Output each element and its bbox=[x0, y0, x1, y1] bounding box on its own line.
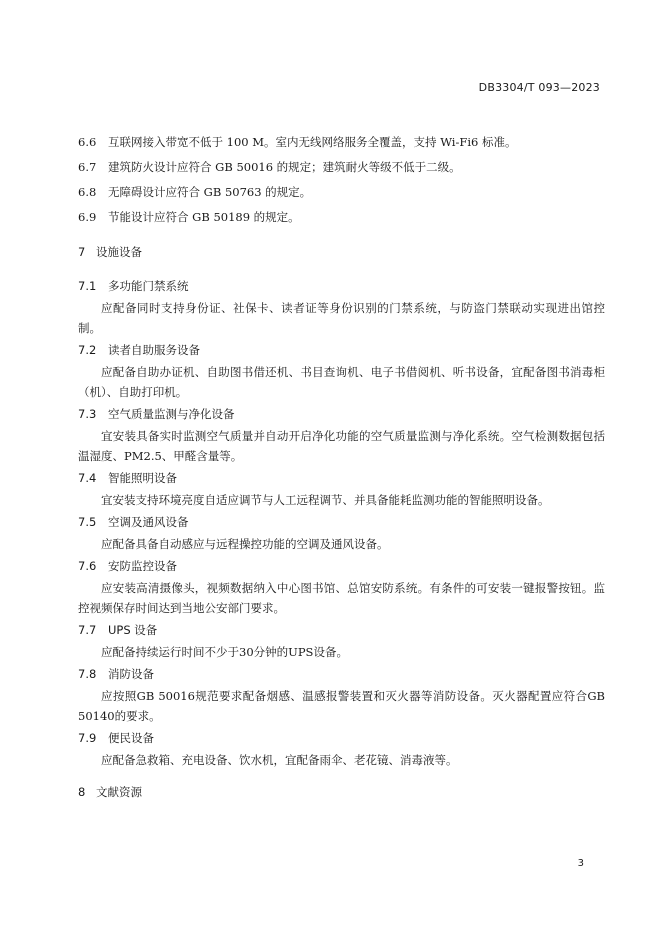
section-heading-7 bbox=[78, 244, 605, 260]
subsection-text-7-5: 应配备具备自动感应与远程操控功能的空调及通风设备。 bbox=[101, 537, 389, 551]
section-number: 7 bbox=[78, 245, 86, 259]
subsection-text-7-8: 应按照GB 50016规范要求配备烟感、温感报警装置和灭火器等消防设备。灭火器配置应符合GB 50140的要求。 bbox=[78, 689, 605, 723]
clause-number: 6.8 bbox=[78, 185, 97, 199]
subsection-text-7-1: 应配备同时支持身份证、社保卡、读者证等身份识别的门禁系统，与防盗门禁联动实现进出馆控制。 bbox=[78, 301, 605, 335]
subsection-heading-7-8 bbox=[78, 666, 605, 682]
clause-6-6 bbox=[78, 134, 605, 150]
subsection-number: 7.2 bbox=[78, 343, 97, 357]
subsection-text-7-6: 应安装高清摄像头，视频数据纳入中心图书馆、总馆安防系统。有条件的可安装一键报警按钮。监控视频保存时间达到当地公安部门要求。 bbox=[78, 581, 605, 615]
subsection-number: 7.8 bbox=[78, 667, 97, 681]
subsection-title: 空调及通风设备 bbox=[108, 515, 189, 529]
clause-text: 建筑防火设计应符合 GB 50016 的规定；建筑耐火等级不低于二级。 bbox=[108, 160, 461, 174]
subsection-heading-7-3 bbox=[78, 406, 605, 422]
subsection-heading-7-5 bbox=[78, 514, 605, 530]
subsection-text-7-7: 应配备持续运行时间不少于30分钟的UPS设备。 bbox=[101, 645, 348, 659]
subsection-number: 7.5 bbox=[78, 515, 97, 529]
document-code: DB3304/T 093—2023 bbox=[478, 81, 600, 94]
subsection-heading-7-9 bbox=[78, 730, 605, 746]
subsection-number: 7.9 bbox=[78, 731, 97, 745]
subsection-heading-7-6 bbox=[78, 558, 605, 574]
subsection-text-7-2: 应配备自助办证机、自助图书借还机、书目查询机、电子书借阅机、听书设备，宜配备图书消毒柜（机）、自助打印机。 bbox=[78, 365, 605, 399]
document-body bbox=[78, 134, 605, 800]
clause-text: 互联网接入带宽不低于 100 M。室内无线网络服务全覆盖，支持 Wi-Fi6 标准。 bbox=[108, 135, 517, 149]
page-number: 3 bbox=[577, 858, 584, 869]
section-number: 8 bbox=[78, 785, 86, 799]
clause-number: 6.7 bbox=[78, 160, 97, 174]
subsection-number: 7.6 bbox=[78, 559, 97, 573]
subsection-text-7-4: 宜安装支持环境亮度自适应调节与人工远程调节、并具备能耗监测功能的智能照明设备。 bbox=[101, 493, 550, 507]
subsection-title: 读者自助服务设备 bbox=[108, 343, 200, 357]
clause-number: 6.6 bbox=[78, 135, 97, 149]
clause-6-7 bbox=[78, 159, 605, 175]
section-title: 文献资源 bbox=[96, 785, 142, 799]
subsection-text-7-3: 宜安装具备实时监测空气质量并自动开启净化功能的空气质量监测与净化系统。空气检测数据包括温湿度、PM2.5、甲醛含量等。 bbox=[78, 429, 605, 463]
subsection-title: 安防监控设备 bbox=[108, 559, 177, 573]
subsection-number: 7.7 bbox=[78, 623, 97, 637]
subsection-heading-7-2 bbox=[78, 342, 605, 358]
subsection-number: 7.1 bbox=[78, 279, 97, 293]
clause-6-8 bbox=[78, 184, 605, 200]
subsection-heading-7-1 bbox=[78, 278, 605, 294]
subsection-title: 智能照明设备 bbox=[108, 471, 177, 485]
section-title: 设施设备 bbox=[96, 245, 142, 259]
subsection-title: 空气质量监测与净化设备 bbox=[108, 407, 235, 421]
subsection-number: 7.3 bbox=[78, 407, 97, 421]
clause-text: 无障碍设计应符合 GB 50763 的规定。 bbox=[108, 185, 312, 199]
subsection-heading-7-4 bbox=[78, 470, 605, 486]
clause-6-9 bbox=[78, 209, 605, 225]
subsection-title: UPS 设备 bbox=[108, 623, 158, 637]
subsection-number: 7.4 bbox=[78, 471, 97, 485]
subsection-title: 消防设备 bbox=[108, 667, 154, 681]
section-heading-8 bbox=[78, 784, 605, 800]
clause-text: 节能设计应符合 GB 50189 的规定。 bbox=[108, 210, 300, 224]
subsection-title: 便民设备 bbox=[108, 731, 154, 745]
clause-number: 6.9 bbox=[78, 210, 97, 224]
subsection-heading-7-7 bbox=[78, 622, 605, 638]
subsection-title: 多功能门禁系统 bbox=[108, 279, 189, 293]
subsection-text-7-9: 应配备急救箱、充电设备、饮水机，宜配备雨伞、老花镜、消毒液等。 bbox=[101, 753, 458, 767]
